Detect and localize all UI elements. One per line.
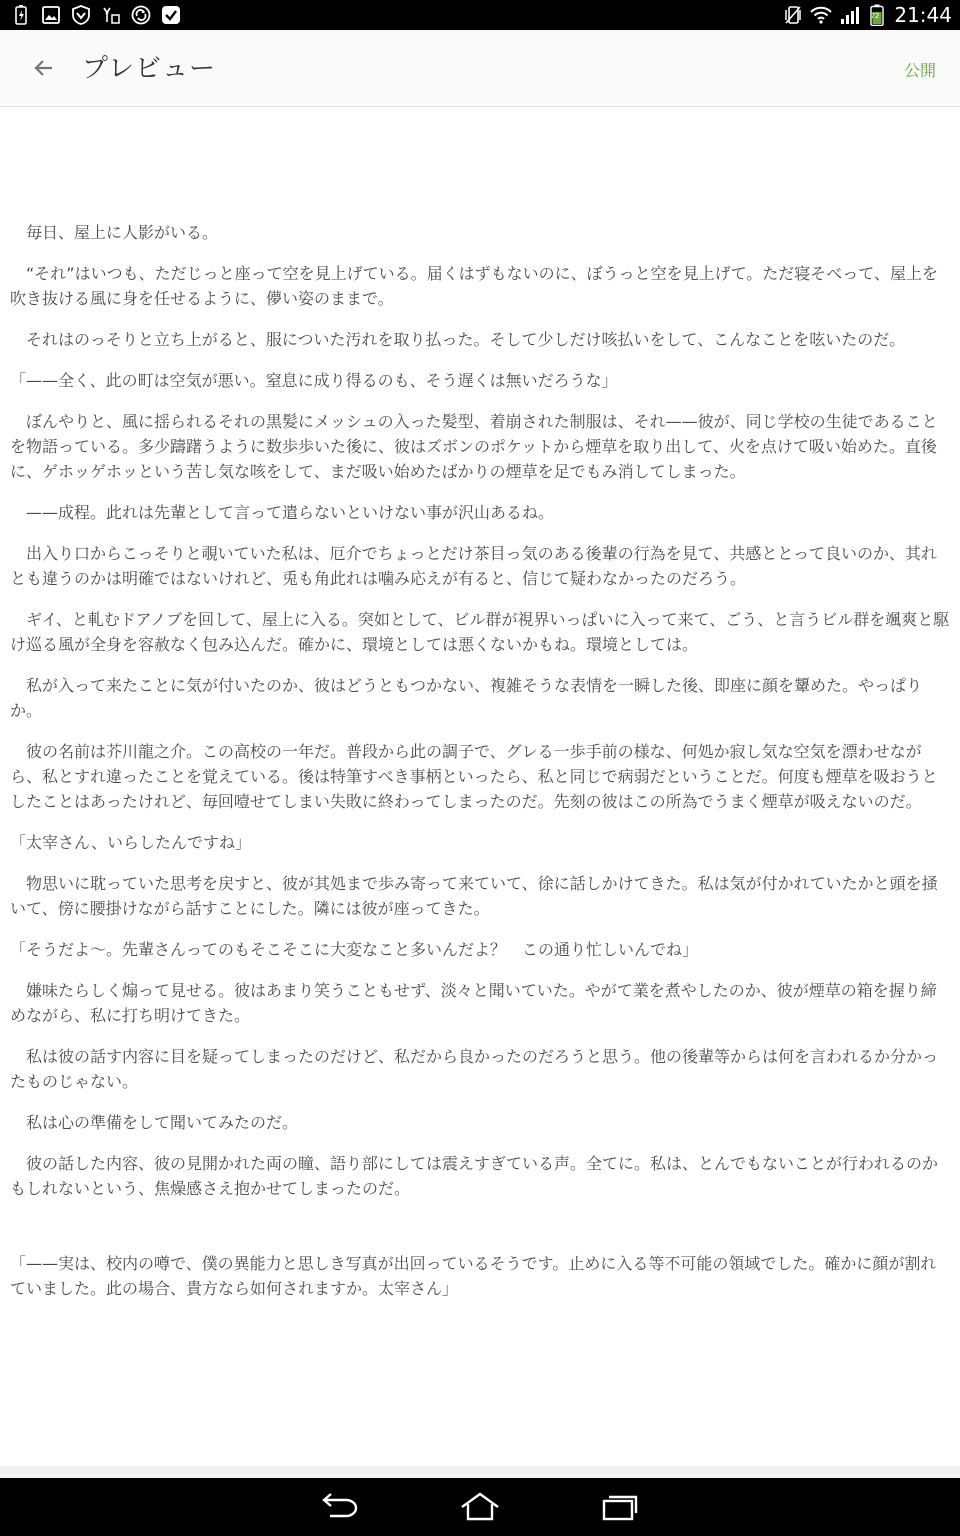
paragraph: 私は心の準備をして聞いてみたのだ。 [10, 1113, 299, 1132]
nav-divider [0, 1466, 960, 1478]
paragraph: ギイ、と軋むドアノブを回して、屋上に入る。突如として、ビル群が視界いっぱいに入って来て、ごう、と言うビル群を颯爽と駆け巡る風が全身を容赦なく包み込んだ。確かに、環境としては悪くないかもね。環境としては。 [10, 610, 950, 654]
publish-button[interactable]: 公開 [903, 61, 936, 80]
shield-icon [70, 4, 92, 26]
paragraph: “それ”はいつも、ただじっと座って空を見上げている。届くはずもないのに、ぼうっと空を見上げて。ただ寝そべって、屋上を吹き抜ける風に身を任せるように、儚い姿のままで。 [10, 264, 938, 308]
battery-level: 72 [870, 12, 880, 20]
paragraph: ——成程。此れは先輩として言って遣らないといけない事が沢山あるね。 [10, 503, 555, 522]
paragraph: 「太宰さん、いらしたんですね」 [10, 833, 251, 852]
signal-icon [838, 4, 860, 26]
section-spacer [10, 1217, 950, 1251]
paragraph: ぼんやりと、風に揺られるそれの黒髪にメッシュの入った髪型、着崩された制服は、それ——彼が、同じ学校の生徒であることを物語っている。多少躊躇うように数歩歩いた後に、彼はズボンのポケットから煙草を取り出して、火を点けて吸い始めた。直後に、ゲホッゲホッという苦し気な咳をして、まだ吸い始めたばかりの煙草を足でもみ消してしまった。 [10, 412, 938, 481]
paragraph: 私が入って来たことに気が付いたのか、彼はどうともつかない、複雑そうな表情を一瞬した後、即座に顔を顰めた。やっぱりか。 [10, 676, 923, 720]
notification-icons [10, 4, 182, 26]
vibrate-icon [782, 4, 804, 26]
battery-icon [866, 4, 888, 26]
back-nav-icon [316, 1492, 360, 1522]
nav-home-button[interactable] [450, 1486, 510, 1528]
page-title: プレビュー [82, 54, 216, 84]
paragraph: 「そうだよ〜。先輩さんってのもそこそこに大変なこと多いんだよ？ この通り忙しいんでね」 [10, 940, 699, 959]
paragraph: 彼の話した内容、彼の見開かれた両の瞳、語り部にしては震えすぎている声。全てに。私は、とんでもないことが行われるのかもしれないという、焦燥感さえ抱かせてしまったのだ。 [10, 1154, 939, 1198]
home-nav-icon [458, 1491, 502, 1523]
preview-content [10, 220, 950, 1317]
app-bar [0, 30, 960, 107]
image-icon [40, 4, 62, 26]
navigation-bar [0, 1478, 960, 1536]
nav-back-button[interactable] [308, 1486, 368, 1528]
wifi-icon [810, 4, 832, 26]
back-button[interactable] [22, 46, 66, 90]
paragraph: 出入り口からこっそりと覗いていた私は、厄介でちょっとだけ茶目っ気のある後輩の行為を見て、共感ととって良いのか、其れとも違うのかは明確ではないけれど、兎も角此れは噛み応えが有ると、信じて疑わなかったのだろう。 [10, 544, 938, 588]
paragraph: 彼の名前は芥川龍之介。この高校の一年だ。普段から此の調子で、グレる一歩手前の様な、何処か寂し気な空気を漂わせながら、私とすれ違ったことを覚えている。後は特筆すべき事柄といったら、私と同じで病弱だということだ。何度も煙草を吸おうとしたことはあったけれど、毎回噎せてしまい失敗に終わってしまったのだ。先刻の彼はこの所為でうまく煙草が吸えないのだ。 [10, 742, 938, 811]
check-icon [160, 4, 182, 26]
paragraph: 私は彼の話す内容に目を疑ってしまったのだけど、私だから良かったのだろうと思う。他の後輩等からは何を言われるか分かったものじゃない。 [10, 1047, 939, 1091]
usb-icon [100, 4, 122, 26]
paragraph: 嫌味たらしく煽って見せる。彼はあまり笑うこともせず、淡々と聞いていた。やがて業を煮やしたのか、彼が煙草の箱を握り締めながら、私に打ち明けてきた。 [10, 981, 937, 1025]
clock: 21:44 [894, 3, 952, 27]
paragraph: それはのっそりと立ち上がると、服についた汚れを取り払った。そして少しだけ咳払いをして、こんなことを呟いたのだ。 [10, 330, 906, 349]
system-icons [782, 0, 952, 30]
sync-icon [130, 4, 152, 26]
nav-recents-button[interactable] [590, 1486, 650, 1528]
charging-icon [10, 4, 32, 26]
recents-nav-icon [600, 1491, 640, 1523]
final-paragraph: 「——実は、校内の噂で、僕の異能力と思しき写真が出回っているそうです。止めに入る等不可能の領域でした。確かに顔が割れていました。此の場合、貴方なら如何されますか。太宰さん」 [10, 1254, 937, 1298]
paragraph: 物思いに耽っていた思考を戻すと、彼が其処まで歩み寄って来ていて、徐に話しかけてきた。私は気が付かれていたかと頭を掻いて、傍に腰掛けながら話すことにした。隣には彼が座ってきた。 [10, 874, 938, 918]
status-bar [0, 0, 960, 30]
paragraph: 「——全く、此の町は空気が悪い。窒息に成り得るのも、そう遅くは無いだろうな」 [10, 371, 618, 390]
paragraph: 毎日、屋上に人影がいる。 [10, 223, 219, 242]
arrow-left-icon [32, 56, 56, 80]
